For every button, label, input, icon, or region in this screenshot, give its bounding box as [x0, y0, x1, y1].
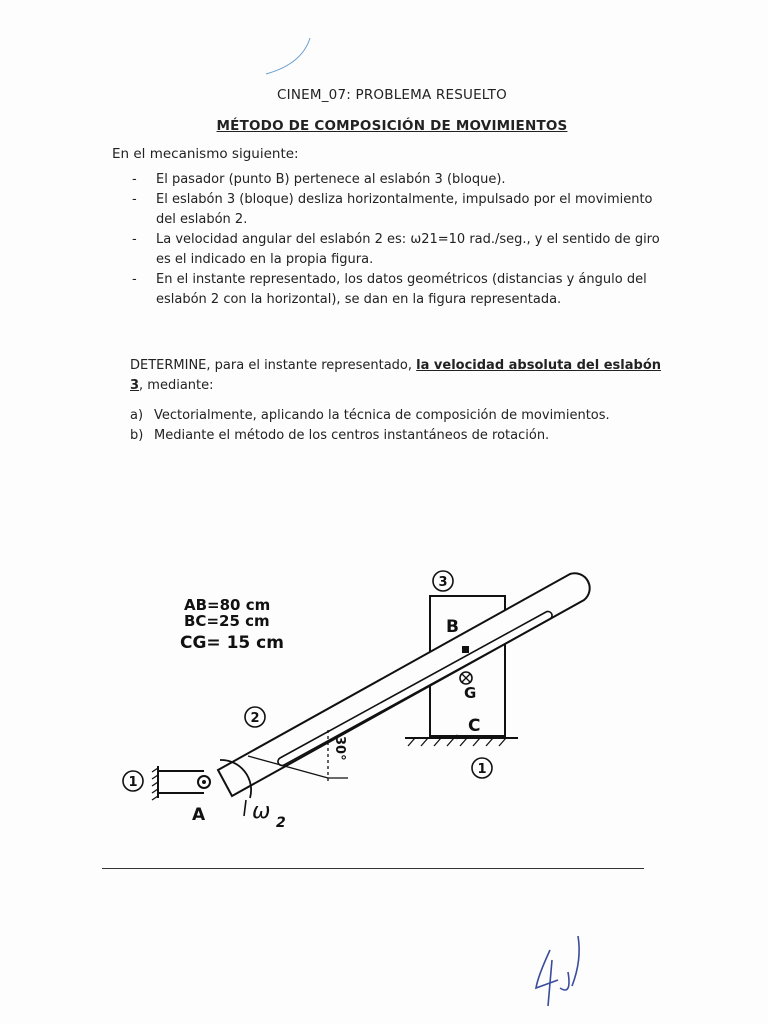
- task-item: a) Vectorialmente, aplicando la técnica de composición de movimientos.: [130, 406, 670, 426]
- link-label-2: 2: [250, 711, 260, 726]
- determine-suffix: , mediante:: [139, 378, 214, 393]
- task-label: b): [130, 428, 144, 443]
- mechanism-figure: [100, 560, 620, 840]
- angle-label: 30°: [332, 736, 347, 761]
- omega-arrow: [244, 800, 246, 816]
- dim-cg: CG= 15 cm: [180, 633, 284, 653]
- task-item: b) Mediante el método de los centros instantáneos de rotación.: [130, 426, 670, 446]
- point-label-g: G: [464, 684, 477, 702]
- pin-b: [462, 646, 469, 653]
- point-label-b: B: [446, 617, 459, 637]
- divider-line: [102, 868, 644, 869]
- dim-bc: BC=25 cm: [184, 612, 270, 630]
- page-subtitle: MÉTODO DE COMPOSICIÓN DE MOVIMIENTOS: [216, 118, 568, 134]
- statement-item: - La velocidad angular del eslabón 2 es: ω21=10 rad./seg., y el sentido de giro es el indicado en la propia figura.: [130, 230, 670, 270]
- task-list: [130, 406, 670, 446]
- statement-item: - El eslabón 3 (bloque) desliza horizontalmente, impulsado por el movimiento del eslabón 2.: [130, 190, 670, 230]
- statement-item: - En el instante representado, los datos geométricos (distancias y ángulo del eslabón 2 con la horizontal), se dan en la figura representada.: [130, 270, 670, 310]
- link-label-3: 3: [438, 575, 448, 590]
- task-label: a): [130, 408, 144, 423]
- determine-underlined: la velocidad absoluta del eslabón 3: [130, 358, 662, 393]
- point-label-c: C: [468, 716, 481, 736]
- statement-item: - El pasador (punto B) pertenece al eslabón 3 (bloque).: [130, 170, 670, 190]
- determine-prefix: DETERMINE, para el instante representado,: [130, 358, 413, 373]
- statement-list: [130, 170, 670, 310]
- omega-subscript: 2: [276, 815, 286, 831]
- omega-symbol: ω: [252, 799, 271, 824]
- point-c: [455, 735, 459, 739]
- pen-mark: [258, 30, 318, 80]
- intro-text: En el mecanismo siguiente:: [112, 146, 299, 162]
- link-label-1b: 1: [477, 762, 487, 777]
- ground-hatch: [408, 738, 506, 746]
- dim-ab: AB=80 cm: [184, 596, 271, 614]
- point-label-a: A: [192, 805, 206, 825]
- determine-paragraph: [130, 356, 670, 396]
- link-label-1: 1: [128, 775, 138, 790]
- signature-mark: [528, 930, 598, 1010]
- page-title: CINEM_07: PROBLEMA RESUELTO: [277, 87, 507, 103]
